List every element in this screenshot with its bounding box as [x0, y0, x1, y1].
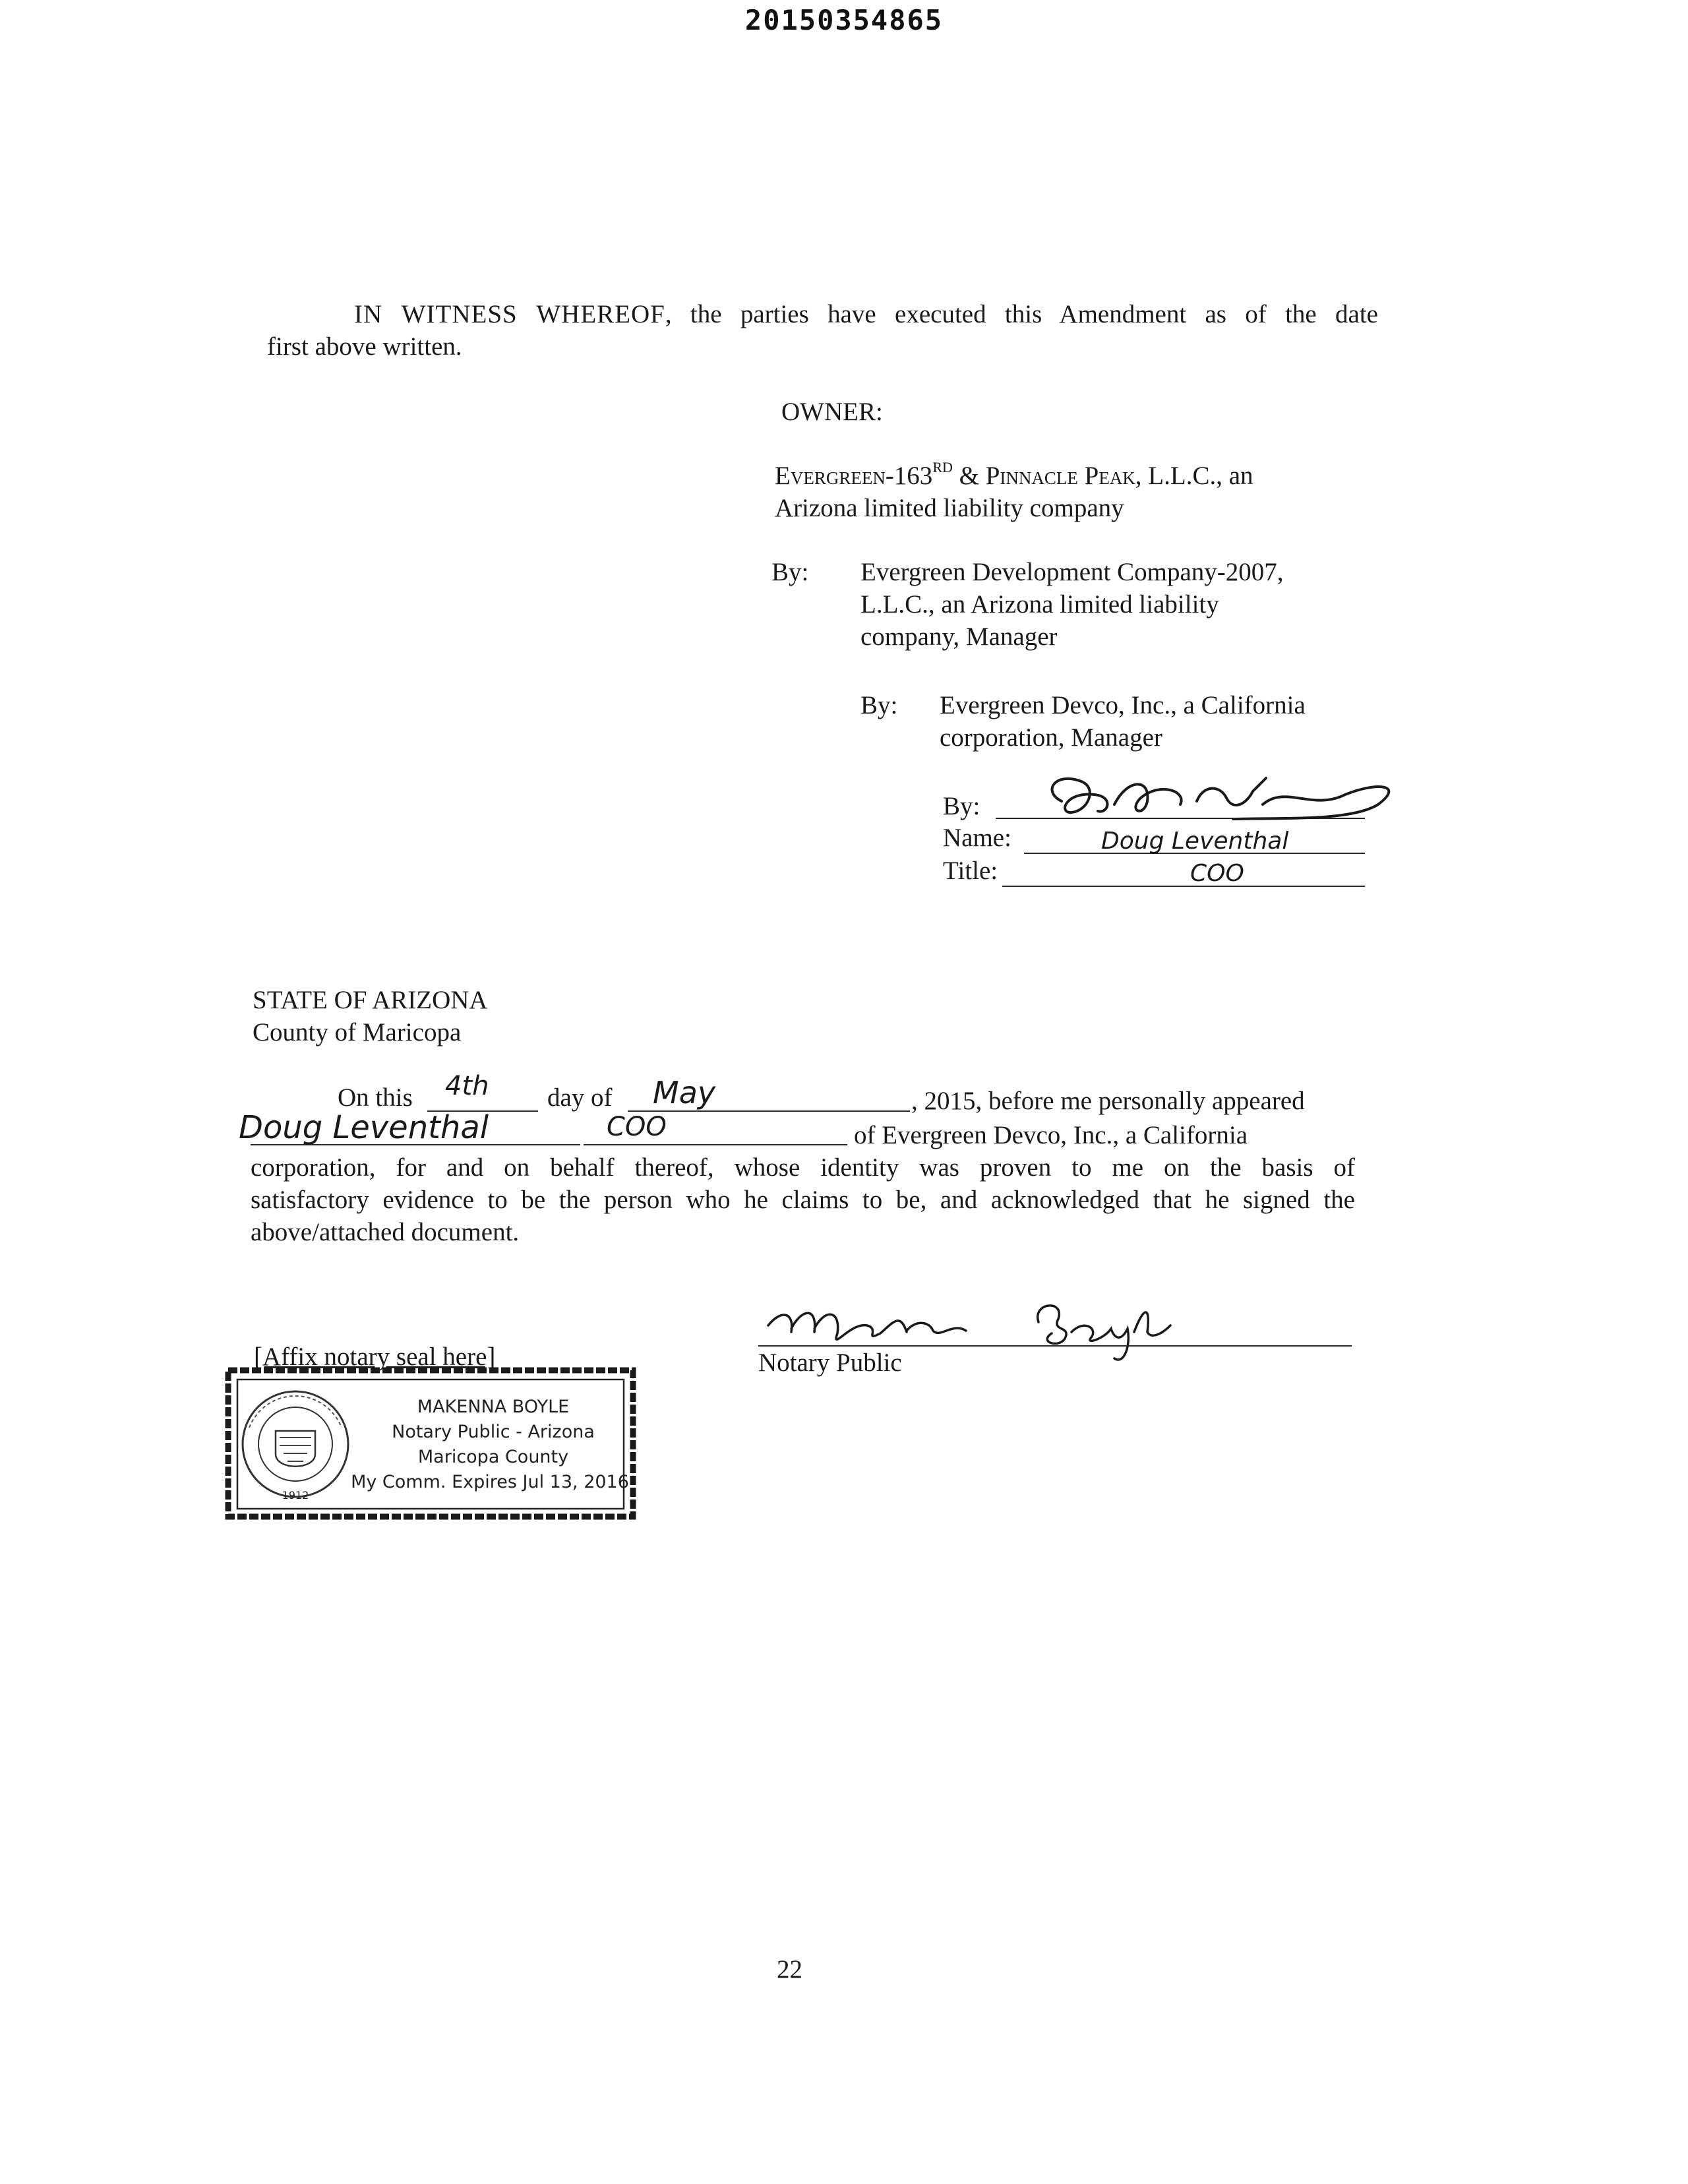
page-number: 22 [777, 1955, 802, 1984]
by-manager-1-label: By: [771, 558, 809, 586]
by-manager-1-line: Evergreen Development Company-2007, [860, 558, 1284, 586]
owner-company-name-sup: RD [932, 459, 953, 475]
seal-year: 1912 [282, 1489, 309, 1502]
stamp-name: MAKENNA BOYLE [417, 1397, 570, 1417]
stamp-expiry: My Comm. Expires Jul 13, 2016 [351, 1472, 629, 1492]
owner-company-suffix: , an [1216, 462, 1253, 490]
ack-month-value: May [653, 1075, 716, 1110]
ack-year-text: , 2015, before me personally appeared [911, 1087, 1305, 1115]
owner-company-name-a: Evergreen-163 [775, 462, 933, 490]
sig-by-label: By: [943, 792, 980, 820]
sig-name-label: Name: [943, 824, 1011, 852]
owner-company [775, 460, 1368, 524]
owner-company-line-2: Arizona limited liability company [775, 494, 1124, 522]
owner-heading: OWNER: [781, 398, 883, 426]
sig-title-label: Title: [943, 857, 998, 885]
witness-lead: IN WITNESS WHEREOF [354, 300, 665, 328]
ack-month-line [628, 1110, 910, 1112]
witness-line-1-rest: , the parties have executed this Amendment as of the date [665, 300, 1378, 328]
ack-line-4: satisfactory evidence to be the person who he claims to be, and acknowledged that he signed the [251, 1186, 1355, 1214]
ack-line-5: above/attached document. [251, 1218, 520, 1246]
owner-company-line-1 [775, 460, 1368, 492]
witness-line-1 [267, 298, 1378, 330]
ack-paragraph [251, 1151, 1355, 1248]
ack-county: County of Maricopa [253, 1018, 462, 1046]
ack-day-value: 4th [445, 1071, 489, 1101]
by-manager-2-line: corporation, Manager [940, 723, 1162, 752]
owner-company-name-b: & Pinnacle Peak, L.L.C. [952, 462, 1217, 490]
ack-title-value: COO [607, 1112, 667, 1142]
by-manager-2 [940, 689, 1401, 754]
sig-title-value: COO [1190, 860, 1244, 887]
ack-title-line [584, 1144, 847, 1145]
ack-state: STATE OF ARIZONA [253, 986, 488, 1014]
stamp-county: Maricopa County [417, 1447, 569, 1467]
document-number: 20150354865 [744, 4, 944, 36]
stamp-title: Notary Public - Arizona [392, 1422, 595, 1442]
witness-clause [267, 298, 1378, 363]
signature-image [1035, 765, 1404, 837]
ack-line-2-rest: of Evergreen Devco, Inc., a California [854, 1121, 1248, 1149]
by-manager-1 [860, 556, 1362, 653]
ack-line-3: corporation, for and on behalf thereof, whose identity was proven to me on the basis of [251, 1153, 1355, 1182]
sig-title-line [1002, 886, 1365, 887]
sig-name-value: Doug Leventhal [1101, 828, 1289, 855]
by-manager-2-label: By: [860, 691, 898, 719]
ack-on-this: On this [338, 1083, 413, 1112]
by-manager-1-line: company, Manager [860, 622, 1058, 651]
notary-stamp [223, 1365, 638, 1523]
ack-day-of: day of [547, 1083, 613, 1112]
by-manager-1-line: L.L.C., an Arizona limited liability [860, 590, 1219, 619]
by-manager-2-line: Evergreen Devco, Inc., a California [940, 691, 1306, 719]
ack-person-value: Doug Leventhal [239, 1109, 489, 1146]
seal-instruction: [Affix notary seal here] [254, 1343, 496, 1371]
notary-public-label: Notary Public [758, 1349, 902, 1377]
witness-line-2: first above written. [267, 332, 462, 361]
